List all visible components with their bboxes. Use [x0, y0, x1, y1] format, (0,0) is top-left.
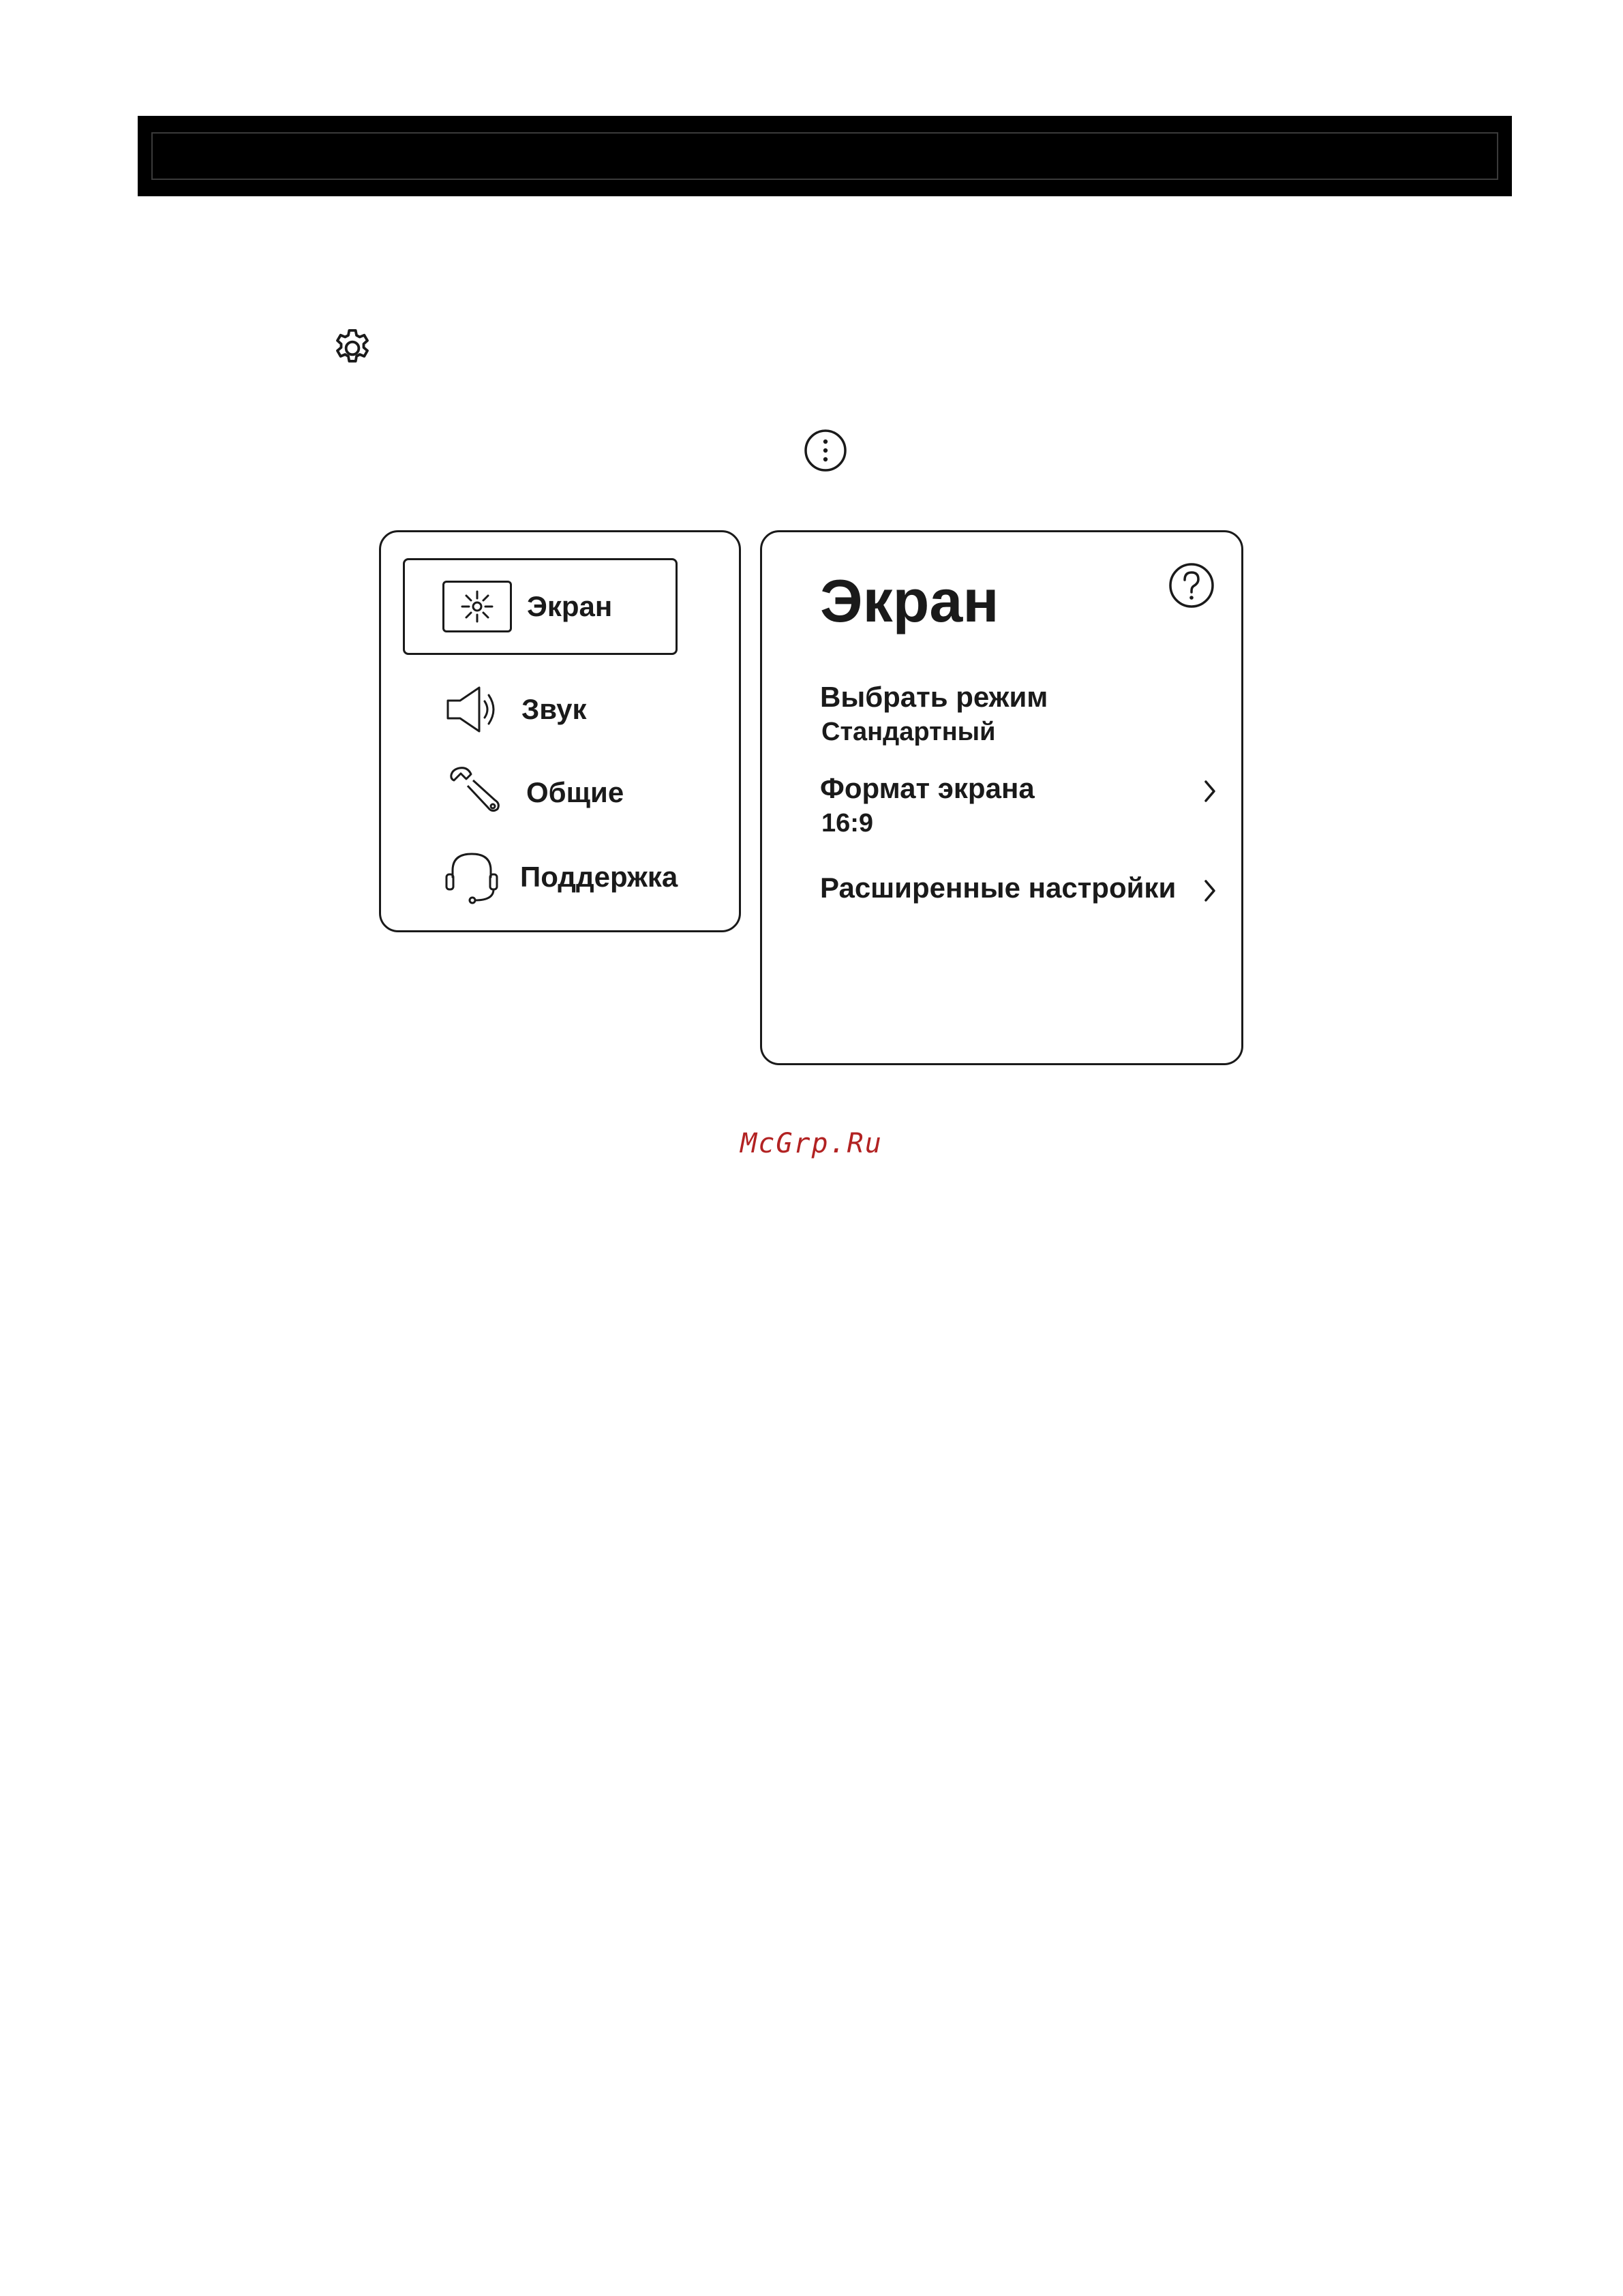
watermark: McGrp.Ru: [740, 1128, 883, 1159]
menu-item-sound[interactable]: [444, 684, 586, 735]
gear-icon[interactable]: [330, 326, 375, 371]
menu-item-label: Звук: [521, 693, 587, 725]
menu-item-label: Поддержка: [520, 861, 678, 893]
chevron-right-icon: [1202, 779, 1218, 807]
speaker-icon: [444, 684, 502, 735]
menu-item-label: Общие: [526, 776, 624, 808]
row-value: Стандартный: [821, 718, 996, 746]
menu-item-support[interactable]: [444, 850, 678, 904]
header-bar: [138, 116, 1512, 196]
help-icon[interactable]: [1168, 562, 1215, 609]
screen-settings-panel: [760, 530, 1243, 1065]
wrench-icon: [449, 765, 503, 820]
settings-menu-panel: [379, 530, 741, 932]
header-bar-frame: [151, 132, 1498, 180]
chevron-right-icon: [1202, 878, 1218, 906]
detail-title: Экран: [820, 567, 999, 634]
row-label: Расширенные настройки: [820, 872, 1177, 904]
menu-item-general[interactable]: [449, 765, 624, 820]
row-label: Формат экрана: [820, 772, 1035, 804]
row-label: Выбрать режим: [820, 681, 1048, 713]
row-value: 16:9: [821, 809, 874, 838]
more-vertical-icon[interactable]: [803, 428, 848, 473]
headset-icon: [444, 850, 500, 904]
screen-brightness-icon: [442, 581, 512, 632]
menu-item-label: Экран: [527, 590, 613, 622]
menu-item-screen[interactable]: [403, 558, 678, 655]
